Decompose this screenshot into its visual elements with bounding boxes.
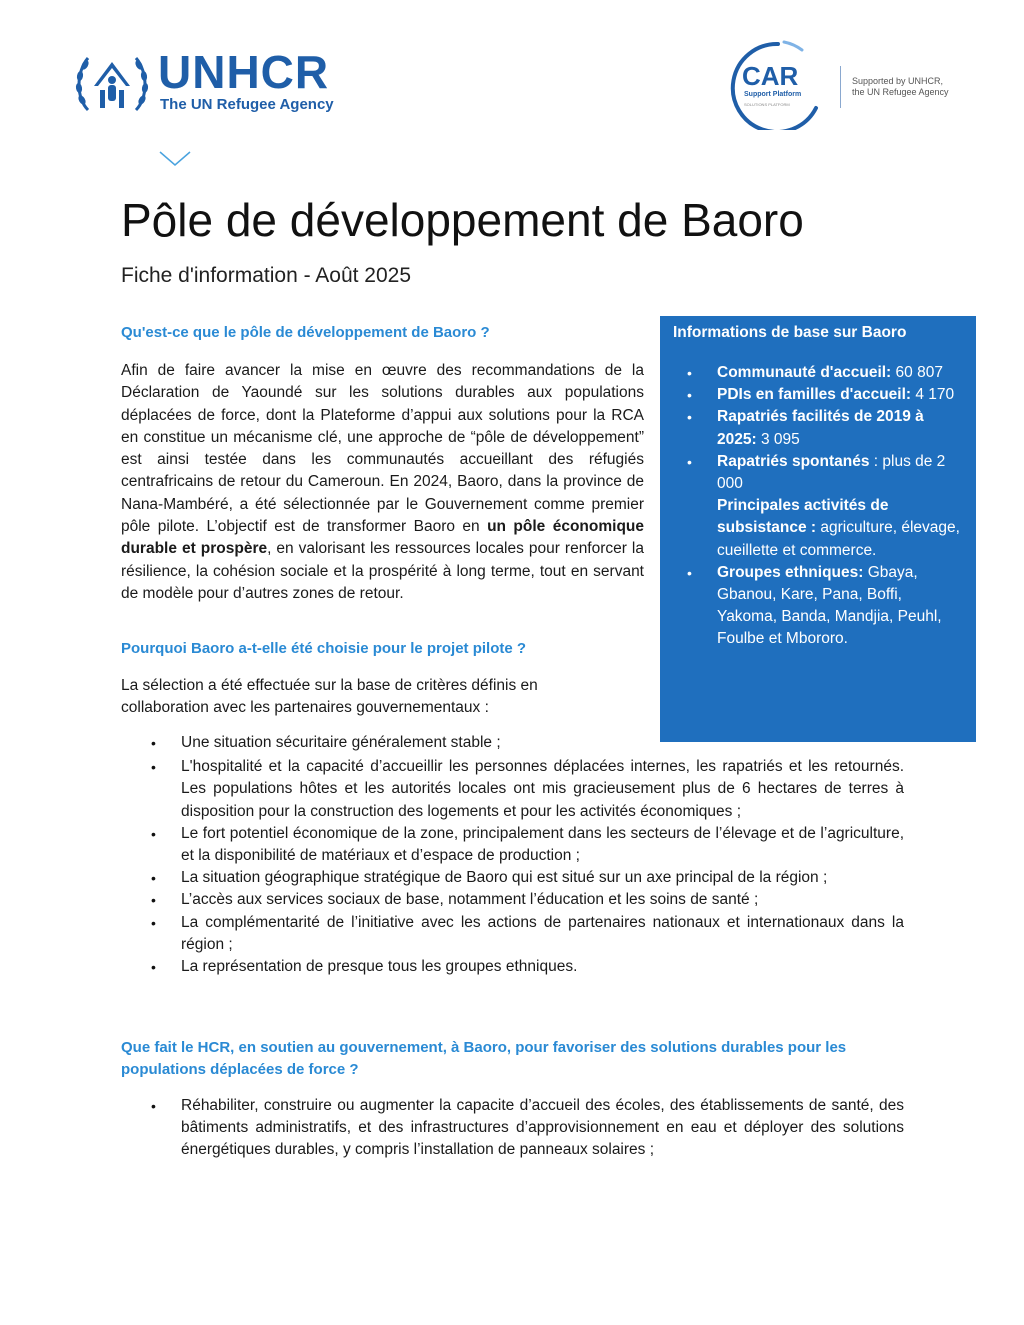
criterion-text: Une situation sécuritaire généralement stable ; [181,734,501,751]
selection-criteria-list [121,732,904,978]
unhcr-tagline: The UN Refugee Agency [160,96,334,113]
info-label-subsistence: Principales activités de subsistance : [717,497,889,537]
supported-by-line-1: Supported by UNHCR, [852,76,944,86]
info-item: • Communauté d'accueil: 60 807 [687,364,943,381]
unhcr-logo [74,46,364,122]
car-fine-print: SOLUTIONS PLATFORM [744,102,790,107]
info-value: 4 170 [911,386,955,404]
info-box-title: Informations de base sur Baoro [673,324,907,341]
list-item: • Réhabiliter, construire ou augmenter la capacite d’accueil des écoles, des établissements de santé, des bâtiments administratifs, et des infrastructures d’approvisionnement en eau et déployer des solutions énergétiques durables, y compris l’installation de panneaux solaires ; [151,1097,904,1159]
section-1-heading: Qu'est-ce que le pôle de développement de Baoro ? [121,324,490,341]
info-label: Rapatriés facilités de 2019 à 2025: [717,408,924,448]
list-item: • Une situation sécuritaire généralement stable ; [151,734,501,751]
info-value: 60 807 [891,364,943,381]
list-item: • La complémentarité de l’initiative avec les actions de partenaires nationaux et internationaux dans la région ; [151,913,904,953]
car-subtitle: Support Platform [744,91,802,98]
supported-by-text [852,76,982,98]
section-1-paragraph [121,360,644,605]
info-item: • Groupes ethniques: Gbaya, Gbanou, Kare, Pana, Boffi, Yakoma, Banda, Mandjia, Peuhl, Foulbe et Mbororo. [687,563,942,648]
criterion-text: Le fort potentiel économique de la zone, principalement dans les secteurs de l’élevage et de l’agriculture, et la disponibilité de matériaux et d’espace de production ; [181,824,904,865]
info-label: Groupes ethniques: [717,563,864,581]
section-3-heading: Que fait le HCR, en soutien au gouvernement, à Baoro, pour favoriser des solutions durables pour les populations déplacées de force ? [121,1039,847,1078]
info-value-subsistence: agriculture, élevage, cueillette et commerce. [717,519,960,559]
info-item: • PDIs en familles d'accueil: 4 170 [687,386,955,404]
list-item: • L'hospitalité et la capacité d’accueillir les personnes déplacées internes, les rapatriés et les retournés. Les populations hôtes et les autorités locales ont mis gracieusement plus de 6 hectares de terres à disposition pour la construction des logements et pour les activités économiques ; [151,758,904,820]
chevron-down-icon [158,150,192,168]
criterion-text: La représentation de presque tous les groupes ethniques. [181,958,578,976]
info-value: 3 095 [756,430,800,448]
action-text: Réhabiliter, construire ou augmenter la capacite d’accueil des écoles, des établissements de santé, des bâtiments administratifs, et des infrastructures d’approvisionnement en eau et déployer des solutions énergétiques durables, y compris l’installation de panneaux solaires ; [181,1097,904,1159]
info-value: Gbaya, Gbanou, Kare, Pana, Boffi, Yakoma, Banda, Mandjia, Peuhl, Foulbe et Mbororo. [717,563,942,648]
unhcr-wordmark: UNHCR [158,46,330,98]
section-1-text-a: Afin de faire avancer la mise en œuvre des recommandations de la Déclaration de Yaoundé sur les solutions durables aux populations déplacées de force, dont la Plateforme d’appui aux solutions pour la RCA en constitue un mécanisme clé, une approche de “pôle de développement” est ainsi testée dans les communautés accueillant des réfugiés centrafricains de retour du Cameroun. En 2024, Baoro, dans la province de Nana-Mambéré, a été sélectionnée par le Gouvernement comme premier pôle pilote. L’objectif est de transformer Baoro en [121,362,644,536]
baoro-info-box [660,316,976,742]
section-2-heading: Pourquoi Baoro a-t-elle été choisie pour le projet pilote ? [121,640,527,657]
info-value: : plus de 2 000 [717,452,946,493]
section-2-intro: La sélection a été effectuée sur la base de critères définis en collaboration avec les partenaires gouvernementaux : [121,677,538,717]
criterion-text: L'hospitalité et la capacité d’accueillir les personnes déplacées internes, les rapatriés et les retournés. Les populations hôtes et les autorités locales ont mis gracieusement plus de 6 hectares de terres à disposition pour la construction des logements et pour les activités économiques ; [181,758,904,820]
info-label: Communauté d'accueil: [717,364,892,381]
supported-by-line-2: the UN Refugee Agency [852,87,949,97]
list-item: • Le fort potentiel économique de la zone, principalement dans les secteurs de l’élevage et de l’agriculture, et la disponibilité de matériaux et d’espace de production ; [151,824,904,865]
section-1-text-bold: un pôle économique durable et prospère [121,518,644,558]
unhcr-emblem-icon [74,50,150,118]
info-label: PDIs en familles d'accueil: [717,386,912,404]
info-item: • Rapatriés facilités de 2019 à 2025: 3 095 [687,408,924,448]
hcr-actions-list [121,1095,904,1162]
page-subtitle: Fiche d'information - Août 2025 [121,264,412,287]
info-item: • Rapatriés spontanés : plus de 2 000 Principales activités de subsistance : agriculture, élevage, cueillette et commerce. [687,452,960,559]
criterion-text: La situation géographique stratégique de Baoro qui est situé sur un axe principal de la région ; [181,869,828,887]
criterion-text: L’accès aux services sociaux de base, notamment l’éducation et les soins de santé ; [181,891,759,909]
list-item: • La représentation de presque tous les groupes ethniques. [151,958,578,976]
list-item: • L’accès aux services sociaux de base, notamment l’éducation et les soins de santé ; [151,891,759,909]
section-1-text-b: , en valorisant les ressources locales pour renforcer la résilience, la cohésion sociale et la prospérité à long terme, tout en servant de modèle pour d’autres zones de retour. [121,540,644,602]
criterion-text: La complémentarité de l’initiative avec les actions de partenaires nationaux et internationaux dans la région ; [181,913,904,953]
car-wordmark: CAR [742,61,799,91]
list-item: • La situation géographique stratégique de Baoro qui est situé sur un axe principal de la région ; [151,869,828,887]
logo-divider [840,66,841,108]
page-title: Pôle de développement de Baoro [121,194,804,246]
car-platform-logo [716,38,840,130]
info-box-list [660,362,976,651]
info-label: Rapatriés spontanés [717,452,870,470]
